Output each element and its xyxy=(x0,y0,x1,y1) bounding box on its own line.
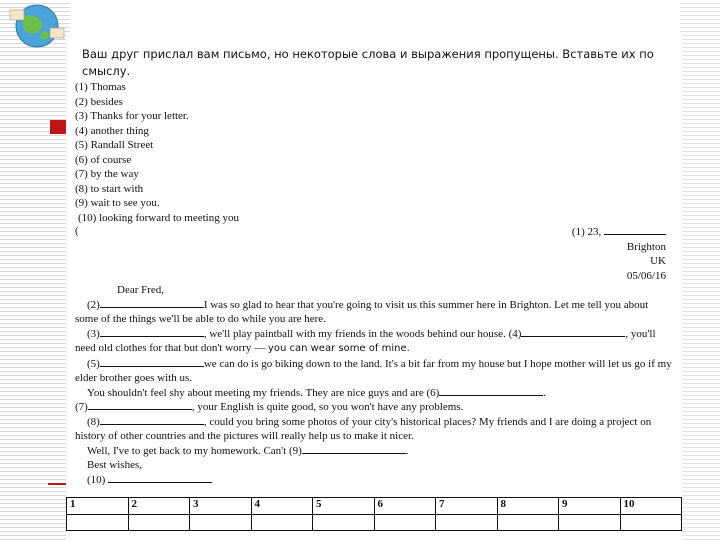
letter-paragraph-7: Well, I've to get back to my homework. Can't (9) . xyxy=(87,444,409,457)
option-item: (2) besides xyxy=(75,95,123,108)
option-item: (3) Thanks for your letter. xyxy=(75,110,189,122)
option-item: (5) Randall Street xyxy=(75,139,154,151)
answer-table xyxy=(66,497,682,531)
letter-paragraph-2: (3) , we'll play paintball with my friends in the woods behind our house. (4) , you'll need old clothes for that but don't worry — you can wear some of mine. xyxy=(75,327,656,354)
letter-paragraph-4: You shouldn't feel shy about meeting my friends. They are nice guys and are (6) . xyxy=(87,386,547,399)
letter-address xyxy=(516,225,666,283)
address-date: 05/06/16 xyxy=(626,269,666,282)
answer-header: 2 xyxy=(128,498,190,515)
option-item: (4) another thing xyxy=(75,124,149,137)
open-paren: ( xyxy=(75,225,79,237)
option-item: (8) to start with xyxy=(75,182,144,195)
answer-cell[interactable] xyxy=(67,514,129,531)
address-line-3: UK xyxy=(650,255,666,267)
globe-mail-icon xyxy=(4,2,70,50)
letter-body xyxy=(75,283,673,487)
option-item: (1) Thomas xyxy=(75,81,126,93)
answer-header: 8 xyxy=(497,498,559,515)
answer-cell[interactable] xyxy=(190,514,252,531)
answer-header: 6 xyxy=(374,498,436,515)
answer-cell[interactable] xyxy=(620,514,682,531)
letter-signature: (10) xyxy=(75,473,673,488)
address-line-2: Brighton xyxy=(626,240,666,253)
left-stripes xyxy=(0,0,70,540)
letter-greeting: Dear Fred, xyxy=(117,284,165,296)
answer-header: 7 xyxy=(436,498,498,515)
option-item: (9) wait to see you. xyxy=(75,197,160,209)
answer-header: 1 xyxy=(67,498,129,515)
address-blank xyxy=(604,225,666,235)
option-item: (6) of course xyxy=(75,153,132,166)
answer-header: 4 xyxy=(251,498,313,515)
answer-header: 5 xyxy=(313,498,375,515)
answer-cell[interactable] xyxy=(313,514,375,531)
letter-paragraph-5: (7) , your English is quite good, so you won't have any problems. xyxy=(75,401,464,413)
answer-header: 9 xyxy=(559,498,621,515)
option-item: (7) by the way xyxy=(75,168,139,180)
letter-paragraph-1: (2) I was so glad to hear that you're going to visit us this summer here in Brighton. Let me tell you about some of the things we'll be able to do while you are here. xyxy=(75,298,649,325)
answer-cell[interactable] xyxy=(251,514,313,531)
option-item: (10) looking forward to meeting you xyxy=(78,211,239,224)
answer-cell[interactable] xyxy=(559,514,621,531)
answer-options xyxy=(75,80,239,225)
answer-cell[interactable] xyxy=(436,514,498,531)
letter-closing: Best wishes, xyxy=(87,459,142,471)
answer-cell[interactable] xyxy=(128,514,190,531)
answer-cell[interactable] xyxy=(497,514,559,531)
answer-header: 10 xyxy=(620,498,682,515)
letter-paragraph-6: (8) , could you bring some photos of your city's historical places? My friends and I are doing a project on history of other countries and the pictures will really help us to make it nicer. xyxy=(75,415,652,442)
answer-header: 3 xyxy=(190,498,252,515)
right-stripes xyxy=(680,0,720,540)
task-instruction: Ваш друг прислал вам письмо, но некоторые слова и выражения пропущены. Вставьте их по смыслу. xyxy=(82,47,654,78)
letter-paragraph-3: (5) we can do is go biking down to the land. It's a bit far from my house but I hope mother will let us go if my elder brother goes with us. xyxy=(75,357,672,384)
address-line-1: (1) 23, xyxy=(571,226,602,238)
answer-cell[interactable] xyxy=(374,514,436,531)
